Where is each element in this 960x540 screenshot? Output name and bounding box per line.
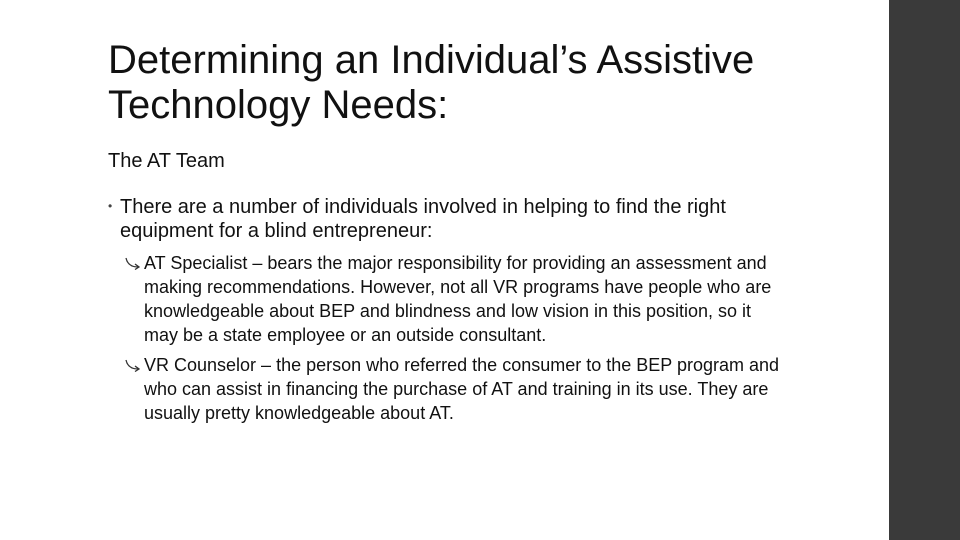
slide-title: Determining an Individual’s Assistive Technology Needs: <box>108 38 755 127</box>
sub-bullet-list <box>125 251 785 425</box>
sidebar-accent-bar <box>889 0 960 540</box>
curved-arrow-icon <box>125 256 144 270</box>
sub-bullet-text: AT Specialist – bears the major responsibility for providing an assessment and making recommendations. However, not all VR programs have people who are knowledgeable about BEP and blindness and low vision in this position, so it may be a state employee or an outside consultant. <box>144 253 772 345</box>
sub-bullet-item <box>125 251 785 347</box>
bullet-text: There are a number of individuals involved in helping to find the right equipment for a blind entrepreneur: <box>120 196 726 242</box>
bullet-dot-icon: • <box>108 199 113 213</box>
sub-bullet-text: VR Counselor – the person who referred the consumer to the BEP program and who can assist in financing the purchase of AT and training in its use. They are usually pretty knowledgeable about AT. <box>144 355 780 423</box>
slide-subtitle: The AT Team <box>108 150 225 172</box>
curved-arrow-icon <box>125 358 144 372</box>
bullet-item <box>108 194 800 243</box>
sub-bullet-item <box>125 353 785 425</box>
